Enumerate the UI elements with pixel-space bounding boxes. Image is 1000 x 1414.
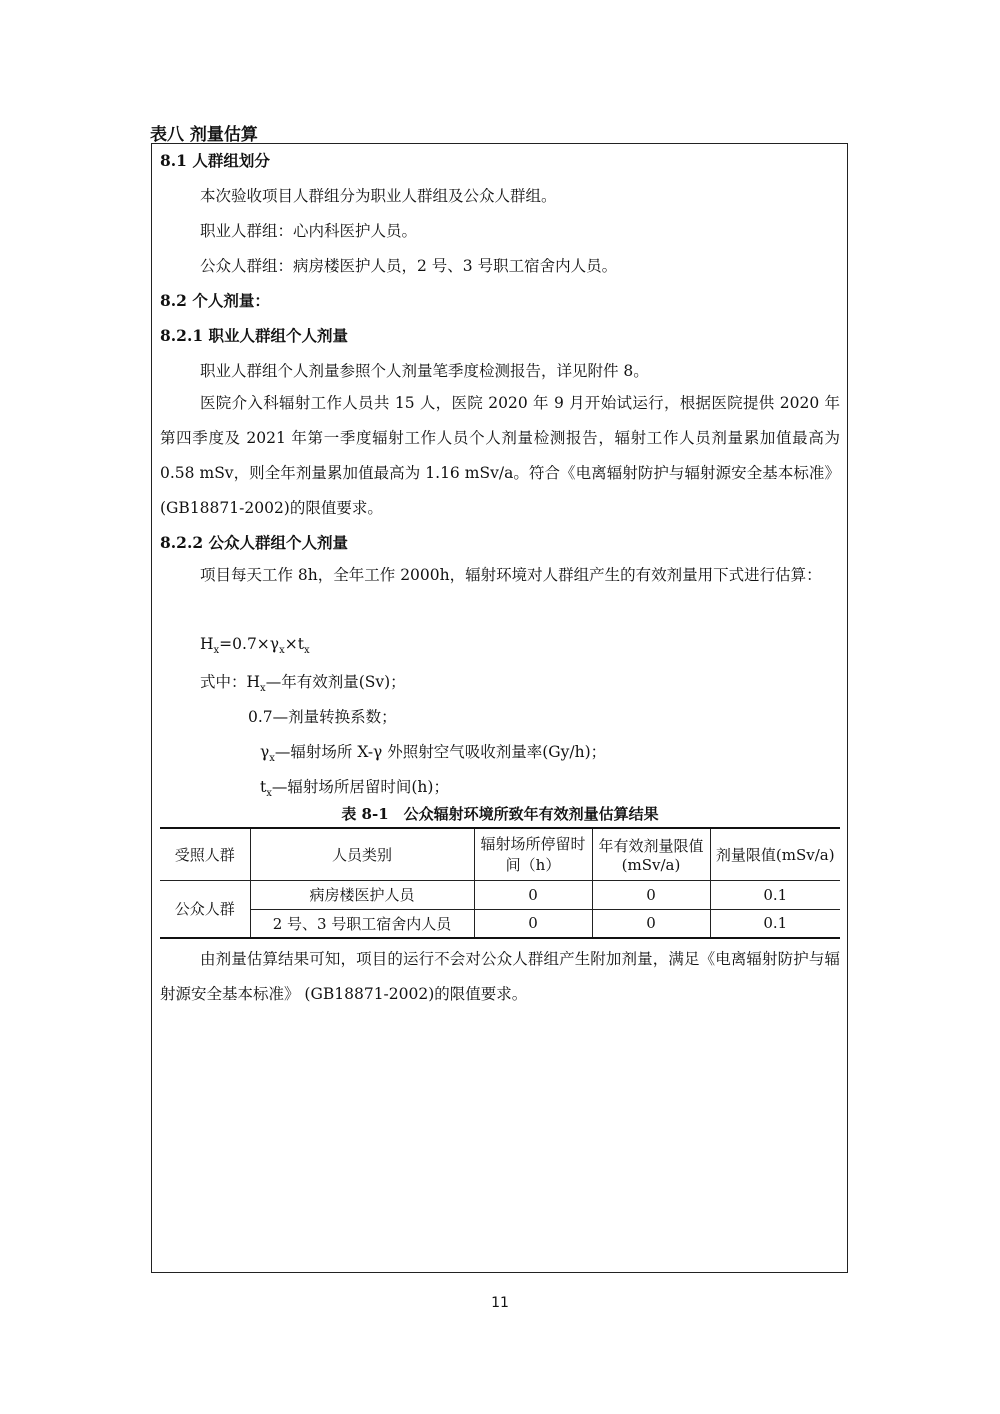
conclusion-paragraph: 由剂量估算结果可知，项目的运行不会对公众人群组产生附加剂量，满足《电离辐射防护与辐射源安全基本标准》 (GB18871-2002)的限值要求。 — [160, 950, 840, 1003]
limit-cell: 0.1 — [710, 909, 840, 938]
dose-estimate-table — [160, 827, 840, 939]
dose-formula: $H_x=0.7\times\gamma_x\times t_x$ — [200, 635, 310, 657]
limit-cell: 0.1 — [710, 880, 840, 909]
header-stay-time: 辐射场所停留时间（h） — [474, 828, 592, 880]
table-header-row — [160, 828, 840, 880]
definition-t: $t_x—$辐射场所居留时间(h)； — [260, 778, 449, 800]
table-row — [160, 909, 840, 938]
table-row — [160, 880, 840, 909]
category-cell: 2 号、3 号职工宿舍内人员 — [250, 909, 474, 938]
category-cell: 病房楼医护人员 — [250, 880, 474, 909]
s822-paragraph-1: 项目每天工作 8h，全年工作 2000h，辐射环境对人群组产生的有效剂量用下式进行估算： — [200, 566, 822, 584]
definition-h: 式中：$H_x—$年有效剂量(Sv)； — [200, 673, 406, 695]
header-exposed-group: 受照人群 — [160, 828, 250, 880]
header-annual-dose: 年有效剂量限值(mSv/a) — [592, 828, 710, 880]
s81-paragraph-1: 本次验收项目人群组分为职业人群组及公众人群组。 — [200, 187, 557, 205]
s81-paragraph-3: 公众人群组：病房楼医护人员，2 号、3 号职工宿舍内人员。 — [200, 257, 618, 275]
time-cell: 0 — [474, 909, 592, 938]
page-number: 11 — [491, 1295, 509, 1311]
table-caption: 表 8-1 公众辐射环境所致年有效剂量估算结果 — [341, 805, 659, 823]
definition-coefficient: 0.7—剂量转换系数； — [248, 708, 397, 726]
definition-gamma: $\gamma_x—$辐射场所 X-γ 外照射空气吸收剂量率(Gy/h)； — [260, 743, 607, 765]
group-cell: 公众人群 — [160, 880, 250, 938]
header-dose-limit: 剂量限值(mSv/a) — [710, 828, 840, 880]
s821-paragraph-1: 职业人群组个人剂量参照个人剂量笔季度检测报告，详见附件 8。 — [200, 362, 649, 380]
heading-8-2: 8.2 个人剂量： — [160, 291, 270, 310]
heading-8-1: 8.1 人群组划分 — [160, 151, 270, 170]
s81-paragraph-2: 职业人群组：心内科医护人员。 — [200, 222, 418, 240]
section-title: 表八 剂量估算 — [150, 125, 258, 145]
time-cell: 0 — [474, 880, 592, 909]
s821-paragraph-2: 医院介入科辐射工作人员共 15 人，医院 2020 年 9 月开始试运行，根据医院提供 2020 年第四季度及 2021 年第一季度辐射工作人员个人剂量检测报告，辐射工作人员剂量累加值最高为 0.58 mSv，则全年剂量累加值最高为 1.16 mSv/a。符合《电离辐射防护与辐射源安全基本标准》 (GB18871-2002)的限值要求。 — [160, 394, 840, 517]
heading-8-2-2: 8.2.2 公众人群组个人剂量 — [160, 533, 349, 552]
header-person-category: 人员类别 — [250, 828, 474, 880]
dose-cell: 0 — [592, 880, 710, 909]
heading-8-2-1: 8.2.1 职业人群组个人剂量 — [160, 326, 349, 345]
dose-cell: 0 — [592, 909, 710, 938]
